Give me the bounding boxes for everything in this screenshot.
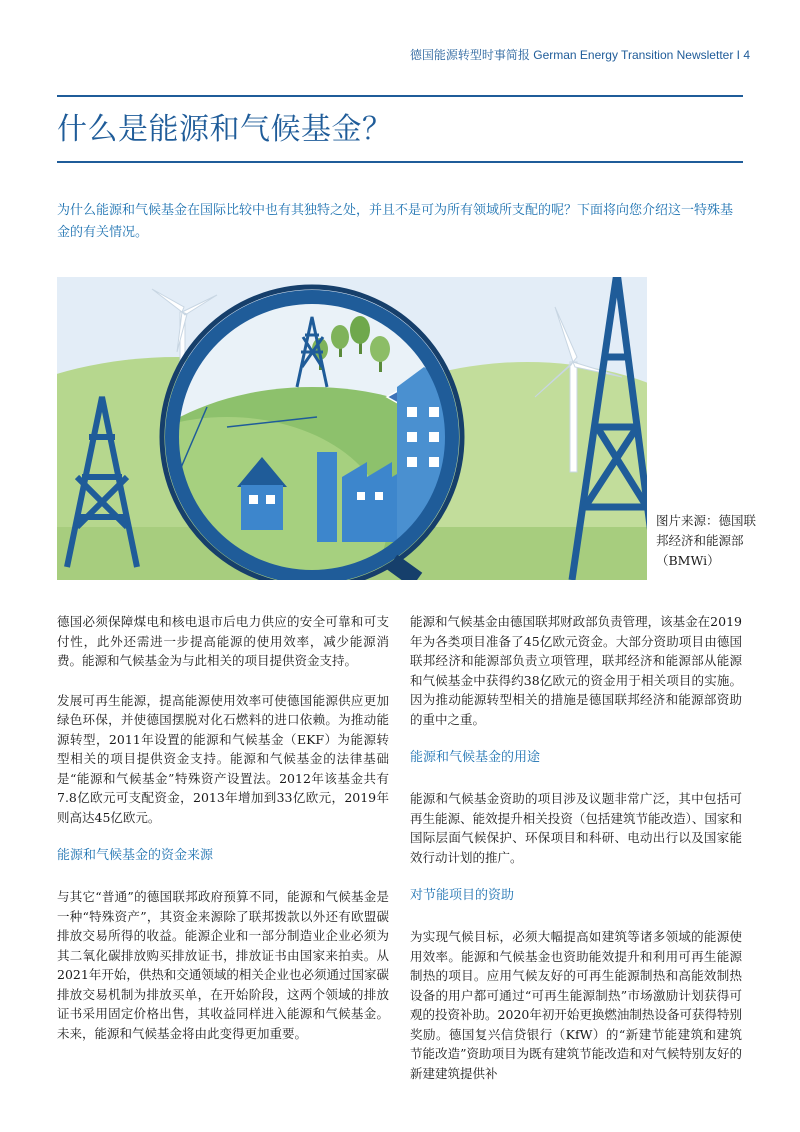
- left-column: [57, 612, 389, 1063]
- paragraph: 能源和气候基金资助的项目涉及议题非常广泛，其中包括可再生能源、能效提升相关投资（包括建筑节能改造）、国家和国际层面气候保护、环保项目和科研、电动出行以及国家能效行动计划的推广。: [410, 791, 742, 865]
- paragraph: 为实现气候目标，必须大幅提高如建筑等诸多领域的能源使用效率。能源和气候基金也资助能效提升和利用可再生能源制热的项目。应用气候友好的可再生能源制热和高能效制热设备的用户都可通过“可再生能源制热”市场激励计划获得可观的投资补助。2020年初开始更换燃油制热设备可获得特别奖励。德国复兴信贷银行（KfW）的“新建节能建筑和建筑节能改造”资助项目为既有建筑节能改造和对气候特别友好的新建建筑提供补: [410, 929, 742, 1081]
- title-divider: [57, 161, 743, 163]
- page-title: 什么是能源和气候基金？: [57, 112, 393, 147]
- image-caption: 图片来源：德国联邦经济和能源部（BMWi）: [656, 513, 757, 568]
- section-heading: 能源和气候基金的用途: [410, 750, 541, 765]
- paragraph: 与其它“普通”的德国联邦政府预算不同，能源和气候基金是一种“特殊资产”，其资金来源除了联邦拨款以外还有欧盟碳排放交易所得的收益。能源企业和一部分制造业企业必须为其二氧化碳排放购买排放证书，排放证书由国家来拍卖。从2021年开始，供热和交通领域的相关企业也必须通过国家碳排放交易机制为排放买单，在开始阶段，这两个领域的排放证书采用固定价格出售，其收益同样进入能源和气候基金。未来，能源和气候基金将由此变得更加重要。: [57, 889, 389, 1041]
- paragraph: 德国必须保障煤电和核电退市后电力供应的安全可靠和可支付性，此外还需进一步提高能源的使用效率，减少能源消费。能源和气候基金为与此相关的项目提供资金支持。: [57, 614, 389, 668]
- paragraph: 能源和气候基金由德国联邦财政部负责管理，该基金在2019年为各类项目准备了45亿欧元资金。大部分资助项目由德国联邦经济和能源部负责立项管理，联邦经济和能源部从能源和气候基金中获得约38亿欧元的资金用于相关项目的实施。因为推动能源转型相关的措施是德国联邦经济和能源部资助的重中之重。: [410, 614, 742, 727]
- section-heading: 能源和气候基金的资金来源: [57, 848, 214, 863]
- running-header: 德国能源转型时事简报 German Energy Transition Newsletter I 4: [409, 48, 750, 62]
- section-heading: 对节能项目的资助: [410, 888, 515, 903]
- right-column: [410, 612, 742, 1103]
- top-divider: [57, 95, 743, 97]
- energy-fund-illustration: [57, 277, 647, 580]
- intro-paragraph: 为什么能源和气候基金在国际比较中也有其独特之处，并且不是可为所有领域所支配的呢？下面将向您介绍这一特殊基金的有关情况。: [57, 203, 734, 240]
- paragraph: 发展可再生能源，提高能源使用效率可使德国能源供应更加绿色环保，并使德国摆脱对化石燃料的进口依赖。为推动能源转型，2011年设置的能源和气候基金（EKF）为能源转型相关的项目提供资金支持。能源和气候基金的法律基础是“能源和气候基金”特殊资产设置法。2012年该基金共有7.8亿欧元可支配资金，2013年增加到33亿欧元，2019年则高达45亿欧元。: [57, 692, 389, 825]
